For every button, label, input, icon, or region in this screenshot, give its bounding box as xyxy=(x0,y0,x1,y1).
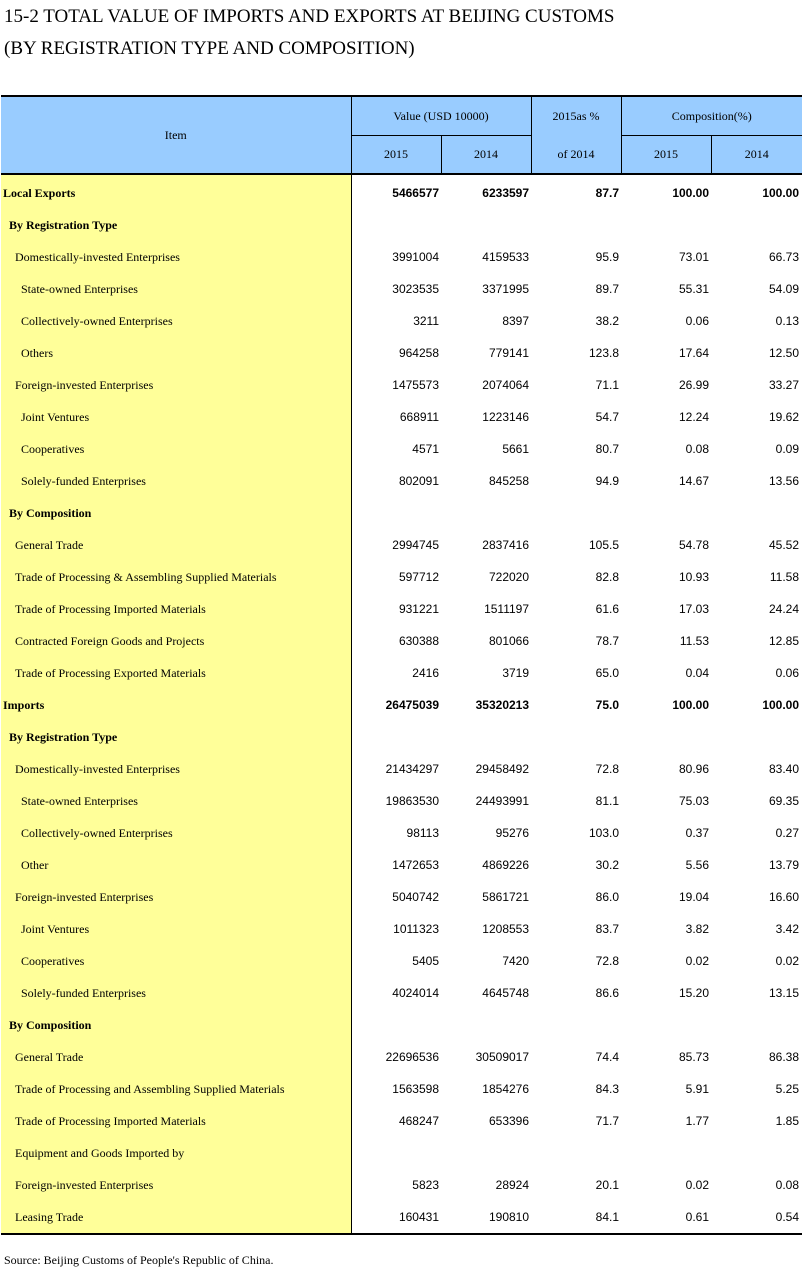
cell-c2015 xyxy=(621,209,711,241)
cell-c2015: 0.61 xyxy=(621,1201,711,1234)
cell-v2014: 35320213 xyxy=(475,698,530,712)
cell-pct: 103.0 xyxy=(588,826,620,840)
cell-c2015: 73.01 xyxy=(678,250,710,264)
cell-c2014: 12.50 xyxy=(768,346,800,360)
cell-c2015: 1.77 xyxy=(685,1114,710,1128)
cell-v2014: 653396 xyxy=(488,1114,530,1128)
row-label: Foreign-invested Enterprises xyxy=(1,369,351,401)
cell-v2015: 3211 xyxy=(413,314,439,328)
cell-v2014: 190810 xyxy=(441,1201,531,1234)
cell-pct: 78.7 xyxy=(595,634,620,648)
row-label: Joint Ventures xyxy=(1,913,351,945)
cell-v2014: 4869226 xyxy=(482,858,530,872)
row-label: Solely-funded Enterprises xyxy=(1,465,351,497)
cell-c2015: 0.06 xyxy=(685,314,710,328)
cell-v2014: 6233597 xyxy=(482,186,530,200)
cell-c2015 xyxy=(621,721,711,753)
header-value-2015: 2015 xyxy=(351,136,441,175)
table-row xyxy=(1,977,802,1009)
cell-v2015: 5405 xyxy=(412,954,439,968)
row-label: Cooperatives xyxy=(1,945,351,977)
row-label: Leasing Trade xyxy=(1,1201,351,1234)
cell-v2015: 931221 xyxy=(398,602,439,616)
cell-v2015: 5040742 xyxy=(392,890,439,904)
cell-v2014: 2837416 xyxy=(482,538,530,552)
cell-v2015: 160431 xyxy=(351,1201,441,1234)
row-label: By Registration Type xyxy=(1,209,351,241)
header-composition-2014: 2014 xyxy=(711,136,802,175)
cell-v2015: 1011323 xyxy=(393,922,439,936)
cell-v2014: 801066 xyxy=(488,634,530,648)
cell-v2015 xyxy=(351,497,441,529)
cell-v2014 xyxy=(441,209,531,241)
cell-pct: 82.8 xyxy=(595,570,620,584)
row-label: Other xyxy=(1,849,351,881)
cell-c2014: 13.56 xyxy=(768,474,800,488)
table-body xyxy=(1,174,802,1234)
cell-v2014 xyxy=(441,497,531,529)
table-row xyxy=(1,1009,802,1041)
table-row xyxy=(1,1041,802,1073)
table-row xyxy=(1,1073,802,1105)
table-row xyxy=(1,753,802,785)
cell-c2015: 0.08 xyxy=(685,442,710,456)
cell-v2015: 1563598 xyxy=(392,1082,439,1096)
table-row xyxy=(1,433,802,465)
cell-pct: 89.7 xyxy=(595,282,620,296)
cell-v2014: 1208553 xyxy=(482,922,530,936)
cell-c2015: 0.02 xyxy=(685,954,710,968)
table-row xyxy=(1,817,802,849)
table-row xyxy=(1,849,802,881)
cell-c2014: 1.85 xyxy=(775,1114,800,1128)
row-label: Trade of Processing Exported Materials xyxy=(1,657,351,689)
header-composition: Composition(%) xyxy=(621,96,802,136)
cell-c2014: 0.08 xyxy=(775,1178,800,1192)
cell-v2014: 845258 xyxy=(488,474,530,488)
cell-c2015: 17.64 xyxy=(678,346,710,360)
row-label: Collectively-owned Enterprises xyxy=(1,817,351,849)
cell-v2015: 19863530 xyxy=(385,794,439,808)
cell-c2014 xyxy=(711,497,802,529)
cell-pct: 74.4 xyxy=(595,1050,620,1064)
cell-v2015: 4024014 xyxy=(392,986,439,1000)
cell-v2014: 1854276 xyxy=(482,1082,530,1096)
cell-c2014: 45.52 xyxy=(768,538,800,552)
cell-v2014: 5661 xyxy=(502,442,530,456)
row-label: Trade of Processing Imported Materials xyxy=(1,1105,351,1137)
cell-v2015: 597712 xyxy=(398,570,439,584)
table-subtitle: (BY REGISTRATION TYPE AND COMPOSITION) xyxy=(4,38,415,59)
row-label: Domestically-invested Enterprises xyxy=(1,241,351,273)
cell-v2014 xyxy=(441,1137,531,1169)
header-pct-line2: of 2014 xyxy=(531,136,621,175)
table-row xyxy=(1,174,802,209)
cell-c2015: 100.00 xyxy=(672,186,710,200)
cell-pct: 72.8 xyxy=(595,762,620,776)
cell-pct: 86.0 xyxy=(595,890,620,904)
row-label: Foreign-invested Enterprises xyxy=(1,1169,351,1201)
cell-v2014: 1223146 xyxy=(482,410,530,424)
cell-c2014: 66.73 xyxy=(768,250,800,264)
cell-pct: 65.0 xyxy=(595,666,620,680)
cell-pct: 61.6 xyxy=(595,602,620,616)
cell-c2015: 26.99 xyxy=(678,378,710,392)
table-row xyxy=(1,401,802,433)
cell-c2014: 19.62 xyxy=(768,410,800,424)
cell-pct: 75.0 xyxy=(595,698,620,712)
row-label: Contracted Foreign Goods and Projects xyxy=(1,625,351,657)
cell-pct: 123.8 xyxy=(588,346,620,360)
cell-c2014 xyxy=(711,721,802,753)
cell-v2014: 5861721 xyxy=(482,890,530,904)
row-label: Solely-funded Enterprises xyxy=(1,977,351,1009)
cell-pct: 80.7 xyxy=(595,442,620,456)
cell-c2015: 80.96 xyxy=(678,762,710,776)
cell-pct: 30.2 xyxy=(595,858,620,872)
cell-c2015: 10.93 xyxy=(678,570,710,584)
table-row xyxy=(1,369,802,401)
cell-c2014: 13.15 xyxy=(768,986,800,1000)
table-row xyxy=(1,337,802,369)
cell-c2015: 100.00 xyxy=(672,698,710,712)
cell-pct xyxy=(531,497,621,529)
cell-v2015: 630388 xyxy=(398,634,439,648)
cell-c2014 xyxy=(711,209,802,241)
cell-pct: 83.7 xyxy=(595,922,620,936)
table-row xyxy=(1,497,802,529)
cell-v2015: 668911 xyxy=(399,410,439,424)
cell-c2015: 55.31 xyxy=(678,282,710,296)
row-label: By Composition xyxy=(1,497,351,529)
table-row xyxy=(1,913,802,945)
cell-c2014: 54.09 xyxy=(768,282,800,296)
row-label: Domestically-invested Enterprises xyxy=(1,753,351,785)
cell-v2015: 22696536 xyxy=(385,1050,439,1064)
cell-pct: 95.9 xyxy=(595,250,620,264)
table-row xyxy=(1,689,802,721)
cell-c2014: 0.27 xyxy=(775,826,800,840)
cell-v2015 xyxy=(351,1009,441,1041)
table-row xyxy=(1,529,802,561)
row-label: Trade of Processing Imported Materials xyxy=(1,593,351,625)
table-row xyxy=(1,785,802,817)
table-row xyxy=(1,657,802,689)
cell-v2014: 4159533 xyxy=(482,250,530,264)
cell-c2014 xyxy=(711,1009,802,1041)
cell-c2015: 5.91 xyxy=(685,1082,710,1096)
header-composition-2015: 2015 xyxy=(621,136,711,175)
table-row xyxy=(1,625,802,657)
cell-pct: 72.8 xyxy=(595,954,620,968)
cell-v2014: 3719 xyxy=(502,666,530,680)
table-row xyxy=(1,561,802,593)
cell-c2014: 100.00 xyxy=(762,186,800,200)
cell-pct xyxy=(531,721,621,753)
table-row xyxy=(1,593,802,625)
cell-c2014: 16.60 xyxy=(768,890,800,904)
cell-pct: 86.6 xyxy=(595,986,620,1000)
cell-c2014: 69.35 xyxy=(768,794,800,808)
row-label: Trade of Processing & Assembling Supplied Materials xyxy=(1,561,351,593)
cell-c2014: 0.09 xyxy=(775,442,800,456)
cell-c2014: 0.54 xyxy=(711,1201,802,1234)
row-label: Joint Ventures xyxy=(1,401,351,433)
cell-pct: 20.1 xyxy=(595,1178,620,1192)
row-label: Foreign-invested Enterprises xyxy=(1,881,351,913)
row-label: Cooperatives xyxy=(1,433,351,465)
cell-c2014: 86.38 xyxy=(768,1050,800,1064)
row-label: Equipment and Goods Imported by xyxy=(1,1137,351,1169)
cell-v2014: 2074064 xyxy=(482,378,530,392)
cell-v2014: 3371995 xyxy=(482,282,530,296)
customs-data-table xyxy=(1,95,802,1235)
cell-v2015: 802091 xyxy=(398,474,439,488)
cell-c2015: 0.02 xyxy=(685,1178,710,1192)
row-label: State-owned Enterprises xyxy=(1,785,351,817)
cell-c2015: 75.03 xyxy=(678,794,710,808)
row-label: Imports xyxy=(1,689,351,721)
cell-v2015 xyxy=(351,721,441,753)
cell-v2015 xyxy=(351,1137,441,1169)
table-header xyxy=(1,96,802,174)
cell-pct: 105.5 xyxy=(588,538,620,552)
cell-c2014: 3.42 xyxy=(775,922,800,936)
cell-c2014: 0.13 xyxy=(775,314,800,328)
cell-v2015: 2994745 xyxy=(392,538,439,552)
cell-c2014: 100.00 xyxy=(762,698,800,712)
cell-v2015: 4571 xyxy=(412,442,439,456)
cell-c2015: 12.24 xyxy=(678,410,710,424)
cell-c2015: 0.04 xyxy=(685,666,710,680)
cell-pct: 71.7 xyxy=(595,1114,620,1128)
cell-pct xyxy=(531,209,621,241)
cell-c2014: 33.27 xyxy=(768,378,800,392)
row-label: Trade of Processing and Assembling Supplied Materials xyxy=(1,1073,351,1105)
cell-v2015: 98113 xyxy=(406,826,439,840)
cell-c2015: 19.04 xyxy=(678,890,710,904)
table-row xyxy=(1,305,802,337)
cell-pct: 71.1 xyxy=(595,378,620,392)
header-pct-line1: 2015as % xyxy=(531,96,621,136)
cell-c2015: 14.67 xyxy=(678,474,710,488)
cell-v2014: 1511197 xyxy=(484,602,530,616)
cell-v2015: 26475039 xyxy=(385,698,439,712)
cell-pct: 94.9 xyxy=(595,474,620,488)
cell-c2015: 85.73 xyxy=(678,1050,710,1064)
cell-v2014: 29458492 xyxy=(475,762,530,776)
cell-c2014: 0.06 xyxy=(775,666,800,680)
header-item: Item xyxy=(1,96,351,174)
cell-v2014: 722020 xyxy=(488,570,530,584)
cell-c2015: 5.56 xyxy=(685,858,710,872)
table-row xyxy=(1,1137,802,1169)
table-row xyxy=(1,273,802,305)
cell-c2014: 0.02 xyxy=(775,954,800,968)
cell-v2014: 24493991 xyxy=(475,794,530,808)
cell-c2014 xyxy=(711,1137,802,1169)
table-row xyxy=(1,881,802,913)
table-row xyxy=(1,209,802,241)
table-row xyxy=(1,721,802,753)
cell-c2015: 15.20 xyxy=(678,986,710,1000)
table-row xyxy=(1,465,802,497)
cell-c2015: 11.53 xyxy=(679,634,710,648)
cell-c2015: 3.82 xyxy=(685,922,710,936)
row-label: General Trade xyxy=(1,1041,351,1073)
cell-v2015: 1475573 xyxy=(392,378,439,392)
cell-c2014: 11.58 xyxy=(769,570,800,584)
cell-pct: 84.1 xyxy=(531,1201,621,1234)
cell-v2015: 468247 xyxy=(398,1114,439,1128)
cell-v2014: 95276 xyxy=(495,826,530,840)
cell-v2015 xyxy=(351,209,441,241)
row-label: By Composition xyxy=(1,1009,351,1041)
cell-c2014: 24.24 xyxy=(768,602,800,616)
cell-v2015: 21434297 xyxy=(385,762,439,776)
cell-v2014: 4645748 xyxy=(482,986,530,1000)
cell-c2015 xyxy=(621,1009,711,1041)
cell-v2015: 5466577 xyxy=(392,186,439,200)
row-label: General Trade xyxy=(1,529,351,561)
cell-c2015 xyxy=(621,1137,711,1169)
cell-v2014: 28924 xyxy=(495,1178,530,1192)
cell-c2014: 13.79 xyxy=(768,858,800,872)
row-label: Collectively-owned Enterprises xyxy=(1,305,351,337)
cell-v2015: 3991004 xyxy=(392,250,439,264)
row-label: Local Exports xyxy=(1,174,351,209)
cell-v2015: 1472653 xyxy=(392,858,439,872)
cell-pct: 54.7 xyxy=(595,410,620,424)
cell-c2015: 0.37 xyxy=(685,826,710,840)
cell-pct: 38.2 xyxy=(595,314,620,328)
cell-c2014: 5.25 xyxy=(775,1082,800,1096)
cell-v2014: 7420 xyxy=(502,954,530,968)
cell-v2014 xyxy=(441,1009,531,1041)
cell-pct: 84.3 xyxy=(595,1082,620,1096)
cell-c2015: 17.03 xyxy=(678,602,710,616)
cell-pct xyxy=(531,1137,621,1169)
cell-v2014: 8397 xyxy=(502,314,530,328)
table-row xyxy=(1,1169,802,1201)
cell-v2015: 964258 xyxy=(398,346,439,360)
header-value-2014: 2014 xyxy=(441,136,531,175)
table-row xyxy=(1,945,802,977)
cell-v2014: 779141 xyxy=(488,346,530,360)
table-row xyxy=(1,241,802,273)
cell-c2014: 12.85 xyxy=(768,634,800,648)
cell-v2014 xyxy=(441,721,531,753)
table-row xyxy=(1,1201,802,1234)
cell-v2015: 5823 xyxy=(412,1178,439,1192)
cell-c2015 xyxy=(621,497,711,529)
cell-pct xyxy=(531,1009,621,1041)
row-label: Others xyxy=(1,337,351,369)
table-title: 15-2 TOTAL VALUE OF IMPORTS AND EXPORTS AT BEIJING CUSTOMS xyxy=(4,6,615,27)
table-row xyxy=(1,1105,802,1137)
row-label: State-owned Enterprises xyxy=(1,273,351,305)
row-label: By Registration Type xyxy=(1,721,351,753)
cell-c2015: 54.78 xyxy=(678,538,710,552)
cell-c2014: 83.40 xyxy=(768,762,800,776)
cell-pct: 87.7 xyxy=(595,186,620,200)
cell-v2014: 30509017 xyxy=(475,1050,530,1064)
cell-v2015: 2416 xyxy=(412,666,439,680)
header-value: Value (USD 10000) xyxy=(351,96,531,136)
cell-v2015: 3023535 xyxy=(392,282,439,296)
cell-pct: 81.1 xyxy=(595,794,620,808)
source-note: Source: Beijing Customs of People's Republic of China. xyxy=(4,1253,274,1267)
